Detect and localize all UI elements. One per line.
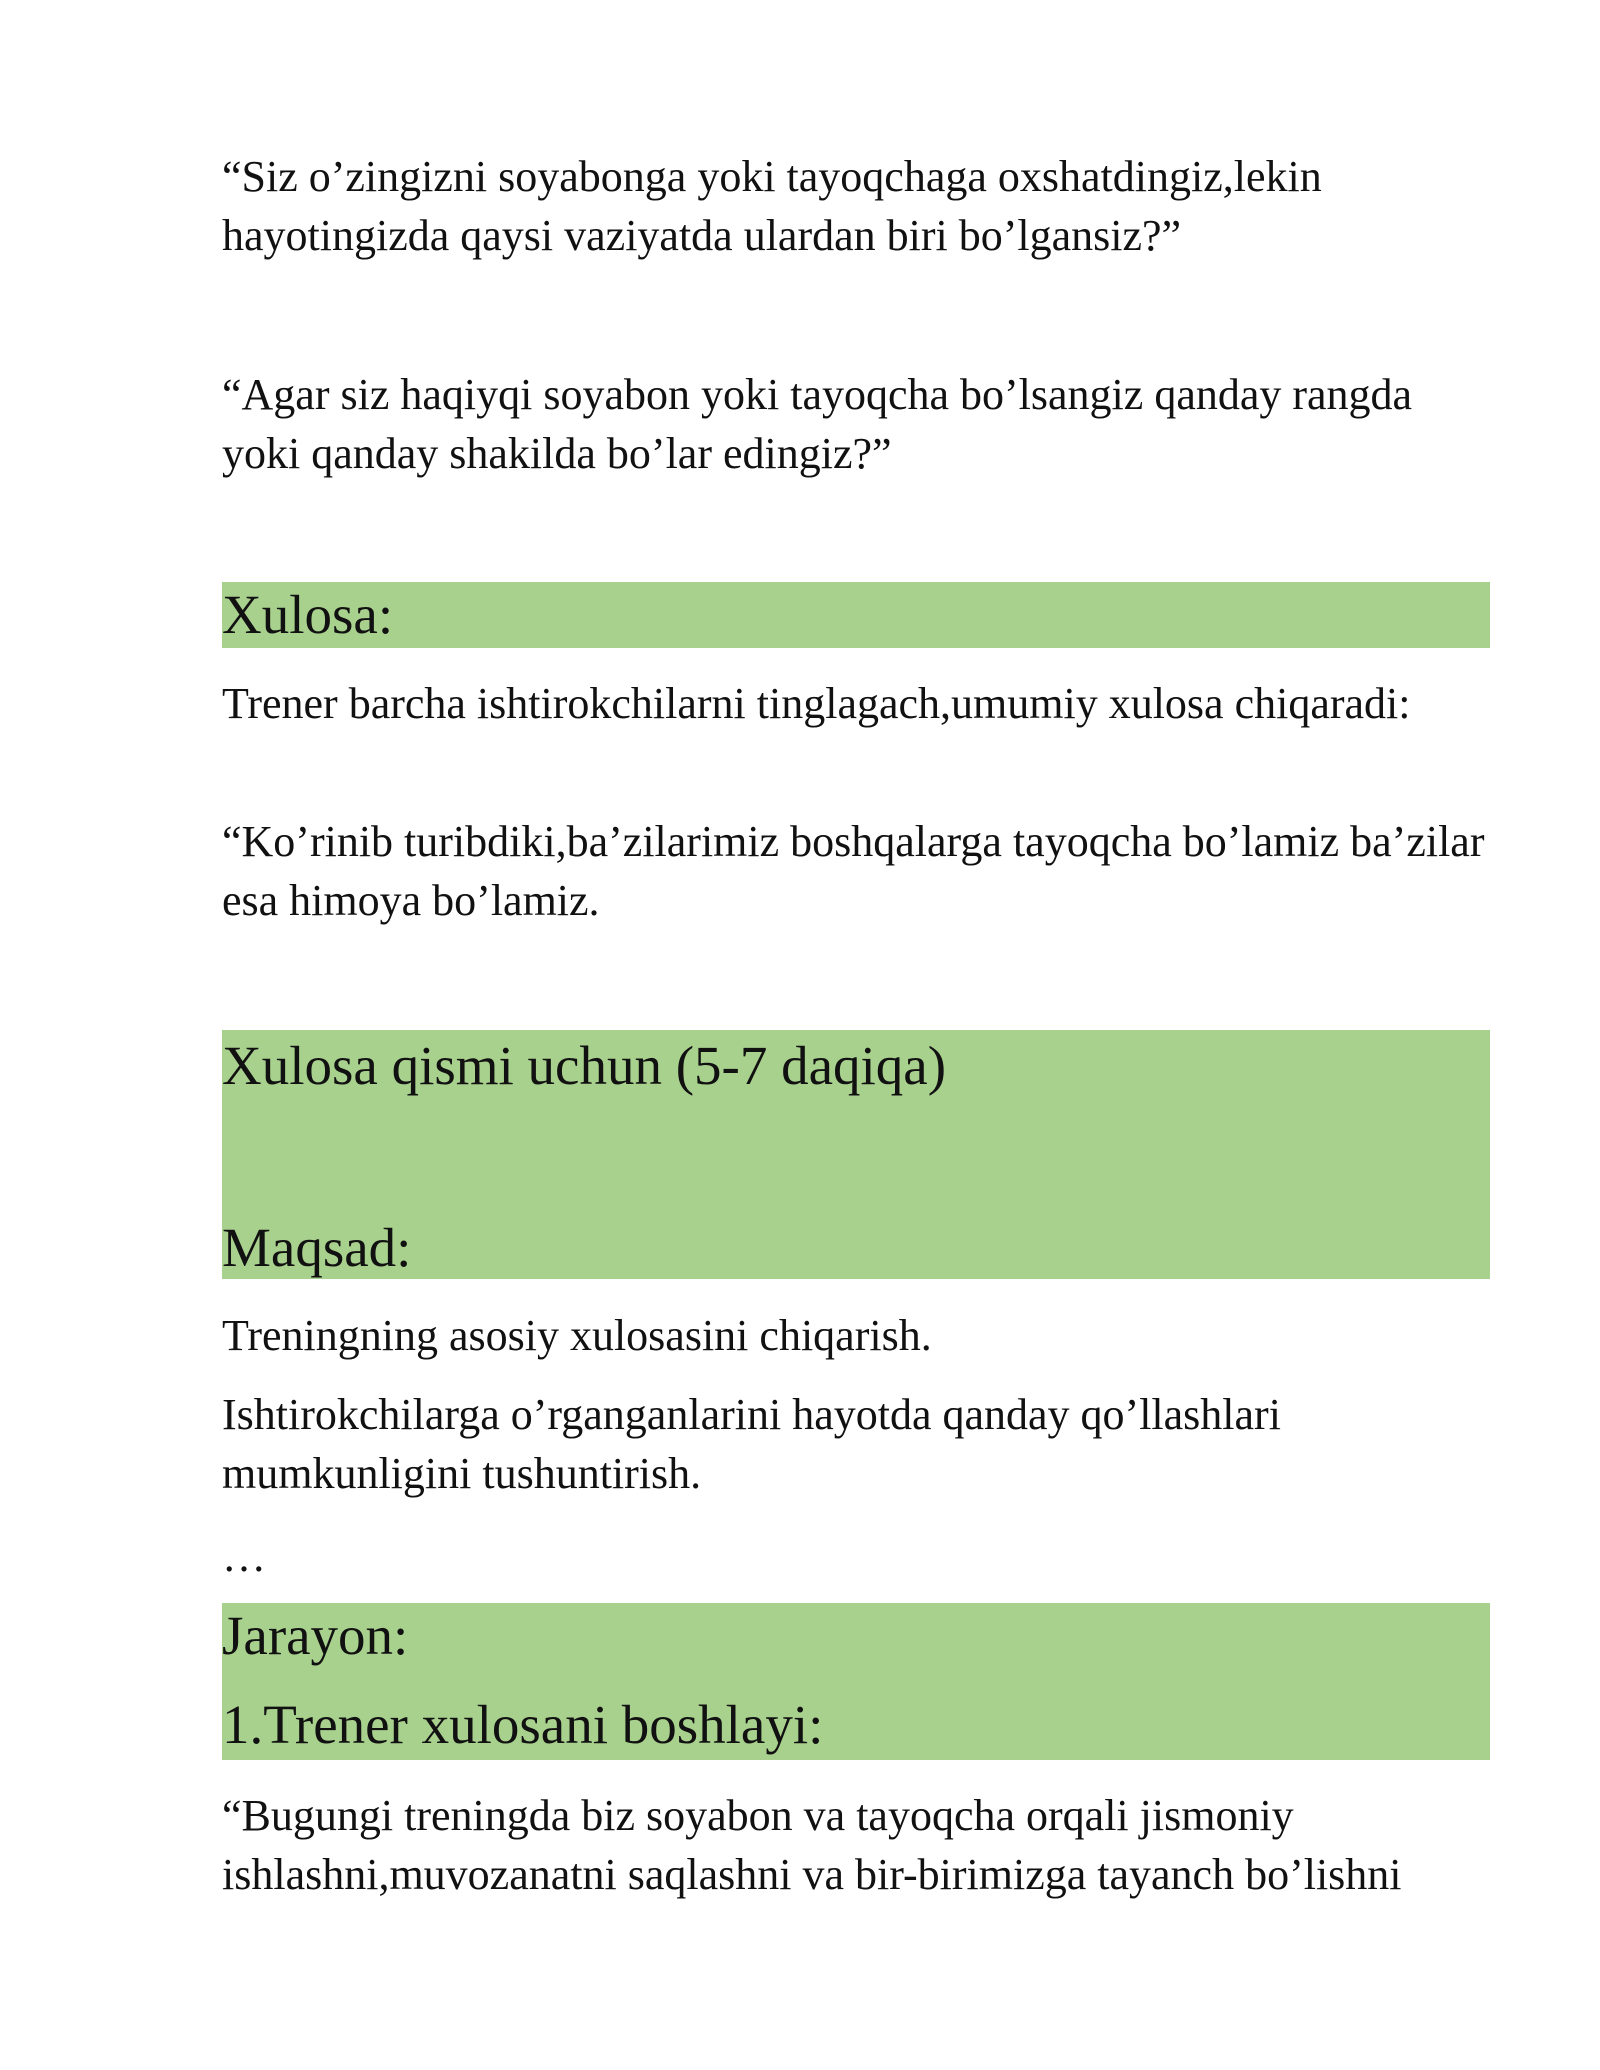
heading-step-1: 1.Trener xulosani boshlayi: (222, 1694, 824, 1755)
trainer-quote: “Ko’rinib turibdiki,ba’zilarimiz boshqalarga tayoqcha bo’lamiz ba’zilar esa himoya bo’lamiz. (222, 817, 1485, 925)
document-page (222, 0, 1490, 2070)
heading-maqsad: Maqsad: (222, 1217, 412, 1278)
final-quote: “Bugungi treningda biz soyabon va tayoqcha orqali jismoniy ishlashni,muvozanatni saqlashni va bir-birimizga tayanch bo’lishni (222, 1791, 1402, 1899)
heading-section: Xulosa qismi uchun (5-7 daqiqa) (222, 1035, 947, 1096)
question-2: “Agar siz haqiyqi soyabon yoki tayoqcha bo’lsangiz qanday rangda yoki qanday shakilda bo’lar edingiz?” (222, 370, 1413, 478)
highlight-band-section (222, 1030, 1490, 1279)
highlight-band-jarayon (222, 1603, 1490, 1760)
trainer-summary: Trener barcha ishtirokchilarni tinglagach,umumiy xulosa chiqaradi: (222, 679, 1411, 728)
goal-1: Treningning asosiy xulosasini chiqarish. (222, 1311, 932, 1360)
goal-2: Ishtirokchilarga o’rganganlarini hayotda qanday qo’llashlari mumkunligini tushuntirish. (222, 1390, 1281, 1498)
question-1: “Siz o’zingizni soyabonga yoki tayoqchaga oxshatdingiz,lekin hayotingizda qaysi vaziyatda ulardan biri bo’lgansiz?” (222, 152, 1322, 260)
highlight-band-xulosa (222, 582, 1490, 648)
heading-xulosa: Xulosa: (222, 584, 394, 645)
ellipsis: … (222, 1532, 266, 1581)
heading-jarayon: Jarayon: (222, 1605, 409, 1666)
